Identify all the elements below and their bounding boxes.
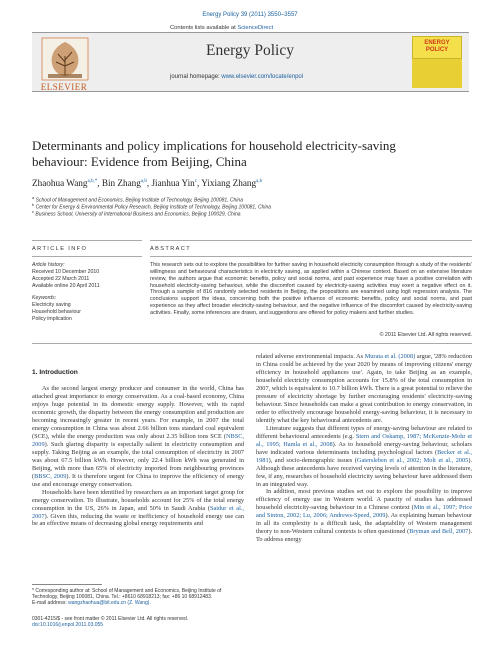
author-affiliation-marker[interactable]: a,b — [140, 178, 147, 184]
abstract-heading: ABSTRACT — [150, 246, 192, 252]
author-name[interactable]: Jianhua Yin — [151, 178, 195, 188]
journal-header-band — [32, 32, 469, 92]
author-name[interactable]: Bin Zhang — [101, 178, 141, 188]
keyword: Policy implication — [32, 316, 72, 322]
paragraph: As the second largest energy producer and consumer in the world, China has attached great importance to energy conservation. As a coal-based economy, China enjoys huge potential in its domestic energy supply. However, with its rapid economic growth, the disparity between the energy consumption and production are becoming increasingly greater in recent years. For example, in 2007 the total energy consumption in China was about 2.66 billion tons standard coal equivalent (SCE), while the energy production was only about 2.35 billion tons SCE (NBSC, 2009). Such glaring disparity is especially salient in electricity consumption and supply. Taking Beijing as an example, the total consumption of electricity in 2007 was about 67.5 billion kWh. However, only 22.4 billion kWh was generated in Beijing, with more than 65% of electricity imported from neighbouring provinces (BBSC, 2009). It is therefore urgent for China to improve the efficiency of energy use and encourage energy conservation. — [32, 385, 244, 488]
body-right-column — [256, 353, 472, 544]
journal-citation[interactable] — [0, 12, 500, 18]
contents-line: Contents lists available at ScienceDirect — [170, 25, 274, 31]
affiliation: $^a$ School of Management and Economics, Beijing Institute of Technology, Beijing 100081, China — [32, 195, 243, 204]
online-date: Available online 20 April 2011 — [32, 283, 100, 289]
abstract-rule — [150, 240, 472, 241]
received-date: Received 10 December 2010 — [32, 269, 100, 275]
front-matter — [32, 616, 244, 628]
elsevier-logo-icon[interactable] — [34, 36, 96, 88]
keyword: Household behaviour — [32, 309, 82, 315]
abstract-bottom-rule — [32, 343, 472, 344]
article-info-heading: ARTICLE INFO — [32, 246, 88, 252]
author-name[interactable]: Yixiang Zhang — [201, 178, 257, 188]
affiliation: $^b$ Center for Energy & Environmental Policy Research, Beijing Institute of Technology, Beijing 100081, China — [32, 202, 272, 211]
affiliation: $^c$ Business School, University of International Business and Economics, Beijing 100029, China — [32, 209, 241, 218]
article-info-subrule — [32, 256, 142, 257]
body-left-column — [32, 385, 244, 528]
paragraph: related adverse environmental impacts. As Murata et al. (2008) argue, '28% reduction in China could be achieved by the year 2020 by means of improving citizens' energy efficiency in household appliances use'. Again, to take Beijing as an example, household electricity consumption accounts for 15.8% of the total consumption in 2007, which is equivalent to 10.7 billion kWh. There is a great potential to relieve the pressure of electricity shortage by further encouraging residents' electricity-saving behaviour. Since households can make a great contribution to energy conservation, in order to effectively encourage household energy-saving behaviour, it is necessary to identify what the key behavioural antecedents are. — [256, 353, 473, 424]
journal-homepage-link[interactable]: www.elsevier.com/locate/enpol — [221, 74, 304, 80]
citation-link[interactable]: Murata et al. (2008) — [364, 353, 416, 360]
citation-link[interactable]: Saidur et al., 2007 — [32, 504, 244, 520]
keywords-label: Keywords: — [32, 295, 57, 301]
article-info-rule — [32, 240, 142, 241]
citation-link[interactable]: Becker et al., 1981 — [256, 448, 472, 464]
paragraph: In addition, most previous studies set out to explore the possibility to improve efficiency of energy use in Western world. A paucity of studies has addressed household electricity-saving behaviour in a Chinese context (Min et al., 1997; Price and Sinton, 2002; Lu, 2006; Andrews-Speed, 2009). As explaining human behaviour in all its complexity is a difficult task, the adaptability of Western management theory to non-Western cultural contexts is often questioned (Bryman and Bell, 2007). To address energy — [256, 488, 473, 544]
author-affiliation-marker[interactable]: a,b,* — [87, 178, 98, 184]
issn-line: 0301-4215/$ - see front matter © 2011 Elsevier Ltd. All rights reserved. — [32, 616, 189, 622]
citation-link[interactable]: NBSC, 2009 — [32, 432, 244, 448]
author-name[interactable]: Zhaohua Wang — [32, 178, 88, 188]
email-link[interactable]: wangzhaohua@bit.edu.cn (Z. Wang). — [68, 600, 151, 607]
elsevier-logo-text: ELSEVIER — [40, 82, 88, 92]
journal-cover-title: ENERGY POLICY — [424, 40, 450, 53]
citation-link[interactable]: Gatersleben et al., 2002; Molt et al., 2005 — [356, 456, 469, 464]
journal-cover-band — [412, 58, 462, 88]
history-label: Article history: — [32, 262, 65, 268]
corresponding-author-footnote: * Corresponding author at: School of Management and Economics, Beijing Institute of Technology, Beijing 100081, China. Tel.: +8610 68918213; fax: +86 10 68912483. E-mail address: wangzhaohua@bit.edu.cn (Z. Wang). — [32, 588, 222, 607]
footnote-rule — [32, 584, 102, 585]
paragraph: Literature suggests that different types of energy-saving behaviour are related to different behavioural antecedents (e.g. Stern and Oskamp, 1987; McKenzie-Mohr et al., 1995; Hamla et al., 2008). As to household energy-saving behaviour, scholars have indicated various determinants including psychological factors (Becker et al., 1981), and socio-demographic issues (Gatersleben et al., 2002; Molt et al., 2005). Although these antecedents have received varying levels of attention in the literature, few, if any, researches of household electricity saving behaviour have addressed them in an integrated way. — [256, 424, 473, 488]
journal-homepage: journal homepage: www.elsevier.com/locate/enpol — [170, 74, 304, 80]
author-affiliation-marker[interactable]: c — [194, 178, 197, 184]
citation-link[interactable]: Min et al., 1997; Price and Sinton, 2002; Lu, 2006; Andrews-Speed, 2009 — [256, 504, 472, 520]
paragraph: Households have been identified by researchers as an important target group for energy conservation. To illustrate, households account for 25% of the total energy consumption in the US, 26% in Japan, and 50% in Saudi Arabia (Saidur et al., 2007). Given this, reducing the waste or inefficiency of household energy use can be an effective means of decreasing global energy requirements and — [32, 488, 244, 528]
journal-citation-link[interactable]: Energy Policy 39 (2011) 3550–3557 — [202, 12, 298, 18]
citation-link[interactable]: BBSC, 2009 — [34, 472, 67, 480]
doi-link[interactable]: doi:10.1016/j.enpol.2011.03.055 — [32, 622, 104, 629]
abstract-copyright: © 2011 Elsevier Ltd. All rights reserved. — [379, 332, 472, 338]
author-affiliation-marker[interactable]: a,b — [256, 178, 263, 184]
abstract-subrule — [150, 256, 472, 257]
article-title: Determinants and policy implications for household electricity-saving behaviour: Evidence from Beijing, China — [32, 138, 396, 169]
keyword: Electricity saving — [32, 302, 71, 308]
sciencedirect-link[interactable]: ScienceDirect — [237, 25, 274, 31]
accepted-date: Accepted 22 March 2011 — [32, 276, 90, 282]
citation-link[interactable]: Bryman and Bell, 2007 — [409, 528, 469, 536]
abstract-text: This research sets out to explore the possibilities for further saving in household electricity consumption through a study of the residents' willingness and behavioural characteristics in electricity saving, as applied within a Chinese context. Based on an extensive literature review, the authors argue that economic benefits, policy and social norms, and past experience may have a positive correlation with household electricity-saving behaviour, while the discomfort caused by electricity-saving activities may exert a negative effect on it. Through a sample of 816 randomly selected residents in Beijing, the propositions are examined using logit regression analysis. The conclusions support the ideas, concerning both the positive influence of economic benefits, policy and social norms, and past experience as they affect broader electricity-saving behaviour, and the negative influence of the discomfort caused by electricity-saving activities. Finally, some inferences are drawn, and suggestions are offered for policy makers and further studies. — [150, 262, 472, 316]
author-list: Zhaohua Wang$^{a,b,*}$, Bin Zhang$^{a,b}$, Jianhua Yin$^c$, Yixiang Zhang$^{a,b}$ — [32, 178, 263, 188]
section-heading-introduction: 1. Introduction — [32, 369, 78, 376]
citation-link[interactable]: Stern and Oskamp, 1987; McKenzie-Mohr et al., 1995; Hamla et al., 2008 — [256, 432, 472, 448]
journal-name[interactable]: Energy Policy — [206, 42, 294, 59]
